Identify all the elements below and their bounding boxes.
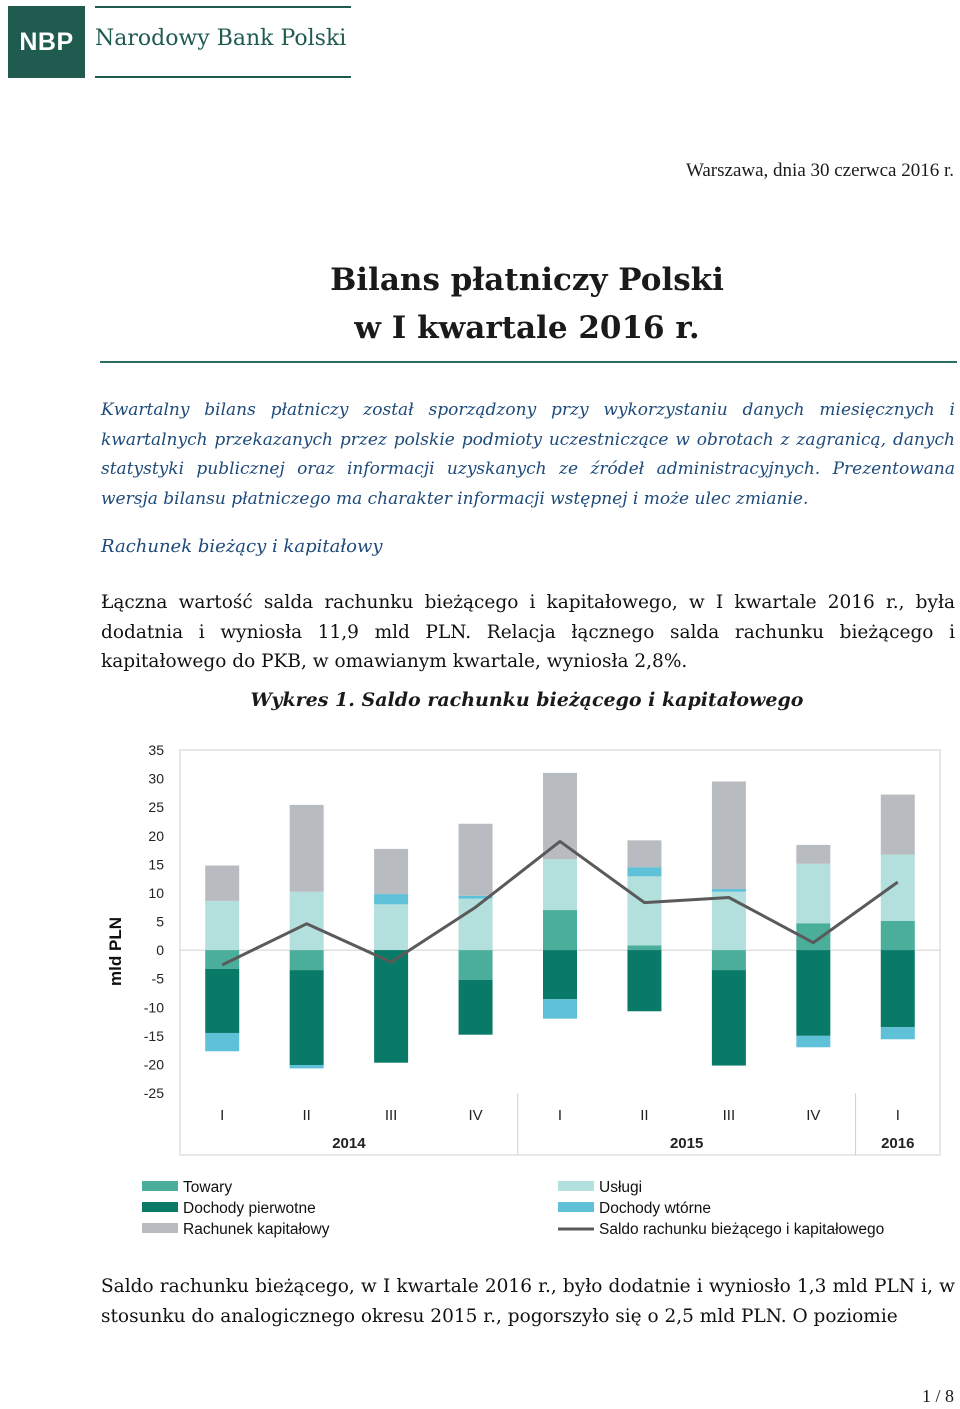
bar-segment-usługi	[205, 901, 239, 950]
y-tick-label: -15	[143, 1027, 164, 1044]
bar-segment-usługi	[627, 876, 661, 945]
y-tick-label: -20	[143, 1056, 164, 1073]
x-tick-label: IV	[468, 1107, 483, 1124]
bar-segment-dochody-pierwotne	[543, 950, 577, 999]
balance-chart	[100, 730, 960, 1260]
year-label: 2016	[881, 1135, 915, 1152]
bar-segment-towary	[543, 910, 577, 950]
bar-segment-dochody-wtórne	[627, 867, 661, 876]
legend-label: Dochody pierwotne	[183, 1200, 316, 1217]
y-tick-label: -10	[143, 999, 164, 1016]
bar-segment-usługi	[796, 864, 830, 923]
bar-segment-dochody-wtórne	[290, 1065, 324, 1068]
bar-segment-rachunek-kapitałowy	[881, 795, 915, 855]
legend-swatch	[142, 1181, 178, 1191]
x-tick-label: I	[220, 1107, 225, 1124]
bar-segment-rachunek-kapitałowy	[796, 845, 830, 864]
bar-segment-dochody-wtórne	[881, 1027, 915, 1039]
bar-segment-dochody-wtórne	[374, 894, 408, 904]
legend-label: Saldo rachunku bieżącego i kapitałowego	[599, 1221, 885, 1238]
logo-abbr: NBP	[19, 27, 74, 56]
y-tick-label: 25	[148, 799, 164, 816]
y-tick-label: 0	[156, 942, 164, 959]
bar-segment-towary	[712, 950, 746, 970]
x-tick-label: III	[722, 1107, 736, 1124]
paragraph-current-account: Saldo rachunku bieżącego, w I kwartale 2016 r., było dodatnie i wyniosło 1,3 mld PLN i, w stosunku do analogicznego okresu 2015 r., pogorszyło się o 2,5 mld PLN. O poziomie	[101, 1276, 955, 1327]
bar-segment-usługi	[543, 859, 577, 910]
bar-segment-usługi	[374, 904, 408, 950]
year-label: 2015	[669, 1135, 704, 1152]
y-tick-label: 15	[148, 856, 164, 873]
bar-segment-dochody-pierwotne	[796, 950, 830, 1036]
bar-segment-usługi	[881, 855, 915, 921]
x-tick-label: II	[640, 1107, 649, 1124]
x-tick-label: I	[557, 1107, 563, 1124]
bar-segment-towary	[881, 921, 915, 950]
bar-segment-dochody-pierwotne	[374, 950, 408, 1063]
bar-segment-dochody-pierwotne	[205, 969, 239, 1033]
y-tick-label: -25	[143, 1085, 164, 1101]
legend-swatch	[142, 1202, 178, 1212]
bar-segment-dochody-pierwotne	[712, 970, 746, 1065]
page-title-line1: Bilans płatniczy Polski	[330, 262, 724, 298]
bar-segment-towary	[627, 946, 661, 951]
y-tick-label: 20	[148, 827, 164, 844]
legend-swatch	[558, 1181, 594, 1191]
y-tick-label: -5	[151, 970, 164, 987]
y-axis-label: mld PLN	[106, 917, 125, 986]
bar-segment-rachunek-kapitałowy	[712, 781, 746, 888]
y-tick-label: 35	[148, 742, 164, 758]
chart-caption: Wykres 1. Saldo rachunku bieżącego i kapitałowego	[250, 689, 804, 711]
intro-paragraph: Kwartalny bilans płatniczy został sporządzony przy wykorzystaniu danych miesięcznych i kwartalnych przekazanych przez polskie podmioty uczestniczące w obrotach z zagranicą, danych statystyki publicznej oraz informacji uzyskanych ze źródeł administracyjnych. Prezentowana wersja bilansu płatniczego ma charakter informacji wstępnej i może ulec zmianie.	[101, 400, 955, 509]
logo-bank-name: Narodowy Bank Polski	[95, 26, 347, 51]
legend-label: Rachunek kapitałowy	[183, 1221, 330, 1238]
bar-segment-dochody-pierwotne	[627, 950, 661, 1011]
legend-label: Dochody wtórne	[599, 1200, 712, 1217]
year-label: 2014	[332, 1135, 366, 1152]
bar-segment-rachunek-kapitałowy	[290, 805, 324, 892]
paragraph-summary: Łączna wartość salda rachunku bieżącego i kapitałowego, w I kwartale 2016 r., była dodatnia i wyniosła 11,9 mld PLN. Relacja łącznego salda rachunku bieżącego i kapitałowego do PKB, w omawianym kwartale, wyniosła 2,8%.	[101, 592, 955, 672]
date-line: Warszawa, dnia 30 czerwca 2016 r.	[685, 160, 954, 181]
bar-segment-dochody-pierwotne	[881, 950, 915, 1027]
bar-segment-rachunek-kapitałowy	[627, 840, 661, 867]
bar-segment-usługi	[290, 892, 324, 950]
page-title-line2: w I kwartale 2016 r.	[354, 310, 700, 346]
bar-segment-towary	[459, 950, 493, 980]
y-tick-label: 5	[156, 913, 164, 930]
bar-segment-usługi	[712, 892, 746, 950]
logo-bottom-rule	[95, 76, 351, 78]
bar-segment-dochody-wtórne	[543, 999, 577, 1018]
bar-segment-rachunek-kapitałowy	[543, 773, 577, 859]
x-tick-label: III	[384, 1107, 398, 1124]
bar-segment-towary	[290, 950, 324, 970]
bar-segment-dochody-pierwotne	[459, 980, 493, 1035]
bar-segment-dochody-pierwotne	[290, 970, 324, 1065]
bar-segment-rachunek-kapitałowy	[205, 865, 239, 900]
bar-segment-rachunek-kapitałowy	[459, 824, 493, 896]
bar-segment-dochody-wtórne	[796, 1036, 830, 1047]
bar-segment-dochody-wtórne	[712, 889, 746, 892]
x-tick-label: I	[895, 1107, 900, 1124]
bar-segment-dochody-wtórne	[205, 1033, 239, 1051]
legend-swatch	[558, 1202, 594, 1212]
logo-top-rule	[95, 6, 351, 8]
y-tick-label: 10	[148, 884, 164, 901]
x-tick-label: IV	[806, 1107, 821, 1124]
legend-label: Usługi	[599, 1179, 643, 1196]
nbp-logo	[8, 6, 85, 78]
y-tick-label: 30	[148, 770, 164, 787]
legend-swatch	[142, 1223, 178, 1233]
section-heading: Rachunek bieżący i kapitałowy	[101, 536, 383, 557]
legend-label: Towary	[183, 1179, 233, 1196]
x-tick-label: II	[302, 1107, 311, 1124]
page-number: 1 / 8	[921, 1386, 954, 1406]
title-divider	[100, 361, 957, 363]
bar-segment-rachunek-kapitałowy	[374, 849, 408, 894]
